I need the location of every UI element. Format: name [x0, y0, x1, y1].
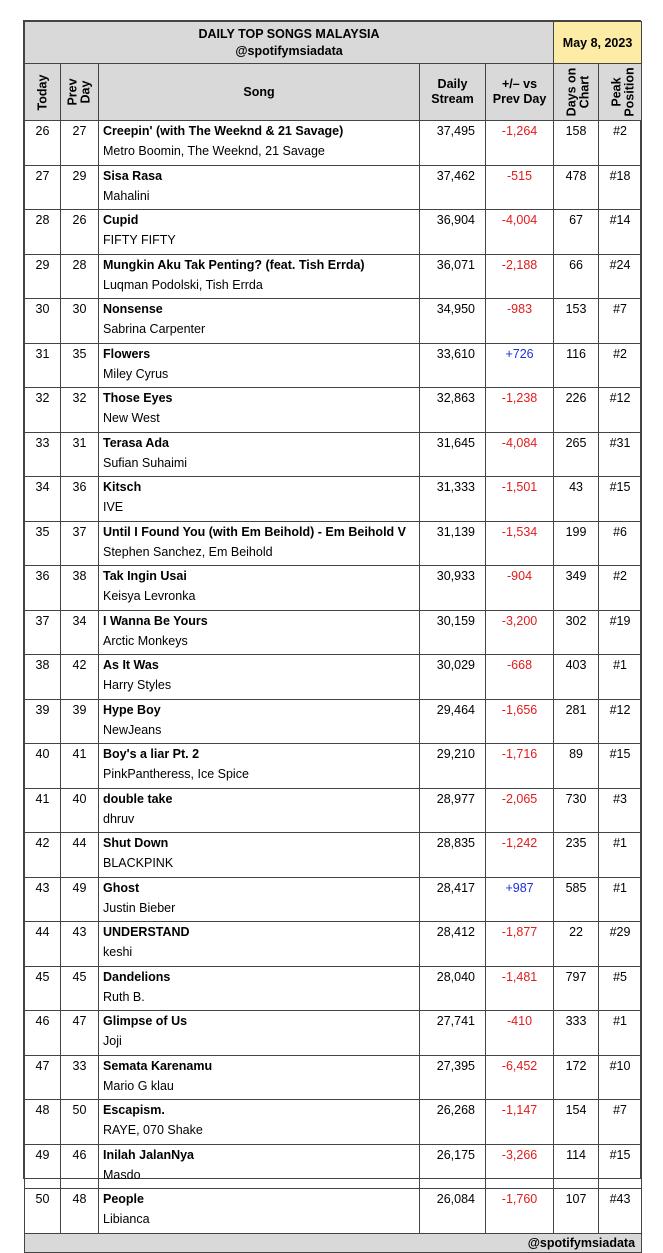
days-on-chart: 302 — [554, 610, 599, 655]
song-title: People — [103, 1192, 144, 1206]
song-artist: dhruv — [103, 811, 135, 826]
song-cell — [99, 922, 420, 967]
peak-position: #15 — [599, 744, 642, 789]
song-cell — [99, 165, 420, 210]
rank-today: 45 — [25, 966, 61, 1011]
daily-stream: 29,210 — [420, 744, 486, 789]
stream-change: +987 — [486, 877, 554, 922]
rank-prev-day: 46 — [61, 1144, 99, 1189]
song-cell — [99, 388, 420, 433]
song-artist: RAYE, 070 Shake — [103, 1123, 203, 1137]
col-song-header: Song — [99, 64, 420, 121]
daily-stream: 28,040 — [420, 966, 486, 1011]
song-title: I Wanna Be Yours — [103, 613, 208, 628]
song-title: Ghost — [103, 880, 140, 895]
rank-prev-day: 42 — [61, 655, 99, 700]
song-artist: Justin Bieber — [103, 900, 176, 915]
rank-today: 27 — [25, 165, 61, 210]
song-title: Inilah JalanNya — [103, 1147, 195, 1162]
rank-today: 47 — [25, 1055, 61, 1100]
rank-today: 50 — [25, 1189, 61, 1234]
song-cell — [99, 521, 420, 566]
song-artist: Masdo — [103, 1167, 141, 1182]
stream-change: -1,716 — [486, 744, 554, 789]
rank-today: 41 — [25, 788, 61, 833]
peak-position: #7 — [599, 1100, 642, 1145]
rank-today: 30 — [25, 299, 61, 344]
table-row — [25, 699, 642, 744]
daily-stream: 31,139 — [420, 521, 486, 566]
peak-position: #6 — [599, 521, 642, 566]
rank-today: 46 — [25, 1011, 61, 1056]
peak-position: #19 — [599, 610, 642, 655]
days-on-chart: 281 — [554, 699, 599, 744]
daily-stream: 30,159 — [420, 610, 486, 655]
title-block — [25, 22, 554, 64]
daily-stream: 33,610 — [420, 343, 486, 388]
table-row — [25, 744, 642, 789]
stream-change: -1,534 — [486, 521, 554, 566]
rank-prev-day: 43 — [61, 922, 99, 967]
peak-position: #1 — [599, 833, 642, 878]
days-on-chart: 478 — [554, 165, 599, 210]
daily-stream: 28,412 — [420, 922, 486, 967]
table-row — [25, 432, 642, 477]
rank-today: 42 — [25, 833, 61, 878]
song-title: Hype Boy — [103, 702, 161, 717]
song-title: Until I Found You (with Em Beihold) - Em Beihold V — [103, 524, 406, 539]
rank-prev-day: 50 — [61, 1100, 99, 1145]
rank-prev-day: 36 — [61, 477, 99, 522]
days-on-chart: 66 — [554, 254, 599, 299]
song-cell — [99, 477, 420, 522]
song-title: Sisa Rasa — [103, 168, 163, 183]
peak-position: #31 — [599, 432, 642, 477]
song-cell — [99, 699, 420, 744]
rank-prev-day: 45 — [61, 966, 99, 1011]
song-artist: BLACKPINK — [103, 856, 174, 870]
daily-stream: 26,084 — [420, 1189, 486, 1234]
daily-stream: 28,835 — [420, 833, 486, 878]
daily-stream: 31,645 — [420, 432, 486, 477]
song-title: double take — [103, 791, 173, 806]
song-artist: PinkPantheress, Ice Spice — [103, 767, 249, 781]
song-artist: IVE — [103, 500, 124, 514]
days-on-chart: 265 — [554, 432, 599, 477]
stream-change: -1,264 — [486, 121, 554, 166]
daily-stream: 37,462 — [420, 165, 486, 210]
peak-position: #3 — [599, 788, 642, 833]
chart-table — [24, 21, 642, 1253]
footer-handle: @spotifymsiadata — [25, 1233, 642, 1252]
stream-change: -1,238 — [486, 388, 554, 433]
song-artist: Ruth B. — [103, 989, 145, 1004]
days-on-chart: 153 — [554, 299, 599, 344]
days-on-chart: 116 — [554, 343, 599, 388]
days-on-chart: 22 — [554, 922, 599, 967]
footer-row — [25, 1233, 642, 1252]
stream-change: -1,501 — [486, 477, 554, 522]
table-row — [25, 566, 642, 611]
song-cell — [99, 877, 420, 922]
song-cell — [99, 1144, 420, 1189]
rank-today: 32 — [25, 388, 61, 433]
peak-position: #24 — [599, 254, 642, 299]
days-on-chart: 333 — [554, 1011, 599, 1056]
rank-prev-day: 32 — [61, 388, 99, 433]
stream-change: -1,760 — [486, 1189, 554, 1234]
days-on-chart: 349 — [554, 566, 599, 611]
rank-today: 28 — [25, 210, 61, 255]
peak-position: #43 — [599, 1189, 642, 1234]
song-title: Creepin' (with The Weeknd & 21 Savage) — [103, 124, 344, 138]
song-artist: NewJeans — [103, 722, 162, 737]
peak-position: #15 — [599, 477, 642, 522]
rank-today: 33 — [25, 432, 61, 477]
daily-stream: 26,268 — [420, 1100, 486, 1145]
peak-position: #2 — [599, 121, 642, 166]
table-row — [25, 877, 642, 922]
rank-prev-day: 41 — [61, 744, 99, 789]
song-artist: Mario G klau — [103, 1078, 174, 1093]
peak-position: #1 — [599, 1011, 642, 1056]
days-on-chart: 67 — [554, 210, 599, 255]
daily-stream: 30,029 — [420, 655, 486, 700]
table-row — [25, 254, 642, 299]
daily-stream: 27,395 — [420, 1055, 486, 1100]
song-artist: Sabrina Carpenter — [103, 322, 206, 336]
rank-prev-day: 47 — [61, 1011, 99, 1056]
song-title: Those Eyes — [103, 391, 173, 405]
days-on-chart: 730 — [554, 788, 599, 833]
days-on-chart: 199 — [554, 521, 599, 566]
song-artist: FIFTY FIFTY — [103, 233, 176, 247]
chart-sheet — [23, 20, 641, 1250]
days-on-chart: 403 — [554, 655, 599, 700]
song-title: Tak Ingin Usai — [103, 569, 187, 583]
days-on-chart: 226 — [554, 388, 599, 433]
table-row — [25, 1189, 642, 1234]
song-title: Dandelions — [103, 969, 171, 984]
peak-position: #1 — [599, 877, 642, 922]
table-row — [25, 1055, 642, 1100]
table-row — [25, 121, 642, 166]
song-cell — [99, 833, 420, 878]
rank-today: 36 — [25, 566, 61, 611]
table-row — [25, 788, 642, 833]
days-on-chart: 585 — [554, 877, 599, 922]
rank-prev-day: 38 — [61, 566, 99, 611]
table-row — [25, 165, 642, 210]
peak-position: #14 — [599, 210, 642, 255]
peak-position: #15 — [599, 1144, 642, 1189]
stream-change: -4,084 — [486, 432, 554, 477]
song-cell — [99, 1011, 420, 1056]
chart-handle: @spotifymsiadata — [235, 43, 343, 58]
table-row — [25, 833, 642, 878]
peak-position: #10 — [599, 1055, 642, 1100]
song-cell — [99, 655, 420, 700]
rank-prev-day: 29 — [61, 165, 99, 210]
stream-change: -668 — [486, 655, 554, 700]
song-artist: Mahalini — [103, 188, 150, 203]
stream-change: -6,452 — [486, 1055, 554, 1100]
table-row — [25, 610, 642, 655]
peak-position: #7 — [599, 299, 642, 344]
song-title: Flowers — [103, 346, 151, 361]
song-artist: Stephen Sanchez, Em Beihold — [103, 544, 273, 559]
days-on-chart: 235 — [554, 833, 599, 878]
daily-stream: 32,863 — [420, 388, 486, 433]
rank-today: 48 — [25, 1100, 61, 1145]
song-title: Terasa Ada — [103, 435, 170, 450]
title-row — [25, 22, 642, 64]
daily-stream: 29,464 — [420, 699, 486, 744]
days-on-chart: 154 — [554, 1100, 599, 1145]
song-cell — [99, 1055, 420, 1100]
song-title: As It Was — [103, 658, 159, 672]
rank-today: 40 — [25, 744, 61, 789]
song-artist: Joji — [103, 1034, 122, 1048]
rank-today: 38 — [25, 655, 61, 700]
days-on-chart: 89 — [554, 744, 599, 789]
song-cell — [99, 1189, 420, 1234]
rank-today: 37 — [25, 610, 61, 655]
days-on-chart: 158 — [554, 121, 599, 166]
col-peak-position-header: Peak Position — [599, 64, 642, 121]
song-title: Semata Karenamu — [103, 1058, 213, 1073]
song-artist: Harry Styles — [103, 678, 172, 692]
rank-today: 39 — [25, 699, 61, 744]
peak-position: #18 — [599, 165, 642, 210]
daily-stream: 31,333 — [420, 477, 486, 522]
days-on-chart: 107 — [554, 1189, 599, 1234]
song-artist: keshi — [103, 945, 133, 959]
daily-stream: 30,933 — [420, 566, 486, 611]
rank-prev-day: 33 — [61, 1055, 99, 1100]
daily-stream: 26,175 — [420, 1144, 486, 1189]
stream-change: -983 — [486, 299, 554, 344]
rank-today: 31 — [25, 343, 61, 388]
song-artist: Metro Boomin, The Weeknd, 21 Savage — [103, 144, 325, 158]
song-cell — [99, 432, 420, 477]
song-cell — [99, 210, 420, 255]
table-row — [25, 477, 642, 522]
song-cell — [99, 343, 420, 388]
rank-prev-day: 26 — [61, 210, 99, 255]
stream-change: -2,188 — [486, 254, 554, 299]
rank-prev-day: 31 — [61, 432, 99, 477]
col-daily-stream-header: Daily Stream — [420, 64, 486, 121]
stream-change: -1,481 — [486, 966, 554, 1011]
peak-position: #29 — [599, 922, 642, 967]
rank-prev-day: 37 — [61, 521, 99, 566]
col-days-on-chart-header: Days on Chart — [554, 64, 599, 121]
song-title: Kitsch — [103, 480, 142, 494]
table-row — [25, 966, 642, 1011]
song-cell — [99, 744, 420, 789]
song-cell — [99, 254, 420, 299]
days-on-chart: 43 — [554, 477, 599, 522]
table-row — [25, 299, 642, 344]
daily-stream: 36,904 — [420, 210, 486, 255]
peak-position: #2 — [599, 566, 642, 611]
song-artist: Luqman Podolski, Tish Errda — [103, 277, 263, 292]
daily-stream: 28,977 — [420, 788, 486, 833]
stream-change: -1,877 — [486, 922, 554, 967]
song-cell — [99, 610, 420, 655]
stream-change: -1,242 — [486, 833, 554, 878]
rank-today: 44 — [25, 922, 61, 967]
stream-change: -3,266 — [486, 1144, 554, 1189]
table-row — [25, 1144, 642, 1189]
song-artist: Sufian Suhaimi — [103, 455, 188, 470]
stream-change: -4,004 — [486, 210, 554, 255]
table-row — [25, 1011, 642, 1056]
table-row — [25, 210, 642, 255]
song-title: Boy's a liar Pt. 2 — [103, 747, 200, 761]
peak-position: #2 — [599, 343, 642, 388]
song-artist: New West — [103, 411, 160, 425]
peak-position: #5 — [599, 966, 642, 1011]
song-cell — [99, 966, 420, 1011]
stream-change: -1,656 — [486, 699, 554, 744]
rank-prev-day: 34 — [61, 610, 99, 655]
song-artist: Keisya Levronka — [103, 589, 196, 603]
stream-change: -515 — [486, 165, 554, 210]
song-artist: Arctic Monkeys — [103, 633, 188, 648]
song-title: UNDERSTAND — [103, 925, 190, 939]
rank-today: 26 — [25, 121, 61, 166]
chart-date: May 8, 2023 — [554, 22, 642, 64]
daily-stream: 37,495 — [420, 121, 486, 166]
stream-change: -1,147 — [486, 1100, 554, 1145]
stream-change: -904 — [486, 566, 554, 611]
rank-prev-day: 30 — [61, 299, 99, 344]
song-cell — [99, 299, 420, 344]
rank-prev-day: 40 — [61, 788, 99, 833]
chart-title: DAILY TOP SONGS MALAYSIA — [198, 26, 380, 41]
song-title: Nonsense — [103, 302, 163, 316]
song-cell — [99, 121, 420, 166]
song-title: Shut Down — [103, 836, 169, 850]
rank-today: 29 — [25, 254, 61, 299]
song-cell — [99, 788, 420, 833]
table-row — [25, 343, 642, 388]
days-on-chart: 172 — [554, 1055, 599, 1100]
rank-prev-day: 27 — [61, 121, 99, 166]
rank-today: 34 — [25, 477, 61, 522]
rank-prev-day: 49 — [61, 877, 99, 922]
song-title: Escapism. — [103, 1103, 165, 1117]
stream-change: -2,065 — [486, 788, 554, 833]
song-title: Glimpse of Us — [103, 1014, 188, 1028]
table-row — [25, 1100, 642, 1145]
col-today-header: Today — [25, 64, 61, 121]
days-on-chart: 114 — [554, 1144, 599, 1189]
table-row — [25, 521, 642, 566]
col-change-header: +/– vs Prev Day — [486, 64, 554, 121]
daily-stream: 27,741 — [420, 1011, 486, 1056]
stream-change: -410 — [486, 1011, 554, 1056]
rank-prev-day: 39 — [61, 699, 99, 744]
song-artist: Libianca — [103, 1212, 150, 1226]
song-artist: Miley Cyrus — [103, 366, 169, 381]
table-row — [25, 655, 642, 700]
rank-today: 49 — [25, 1144, 61, 1189]
rank-prev-day: 48 — [61, 1189, 99, 1234]
song-title: Mungkin Aku Tak Penting? (feat. Tish Errda) — [103, 257, 365, 272]
table-row — [25, 388, 642, 433]
song-cell — [99, 1100, 420, 1145]
peak-position: #1 — [599, 655, 642, 700]
stream-change: +726 — [486, 343, 554, 388]
col-prev-day-header: Prev Day — [61, 64, 99, 121]
days-on-chart: 797 — [554, 966, 599, 1011]
rank-today: 43 — [25, 877, 61, 922]
daily-stream: 28,417 — [420, 877, 486, 922]
peak-position: #12 — [599, 388, 642, 433]
table-row — [25, 922, 642, 967]
rank-today: 35 — [25, 521, 61, 566]
rank-prev-day: 28 — [61, 254, 99, 299]
rank-prev-day: 44 — [61, 833, 99, 878]
song-cell — [99, 566, 420, 611]
daily-stream: 36,071 — [420, 254, 486, 299]
stream-change: -3,200 — [486, 610, 554, 655]
peak-position: #12 — [599, 699, 642, 744]
rank-prev-day: 35 — [61, 343, 99, 388]
song-title: Cupid — [103, 213, 139, 227]
daily-stream: 34,950 — [420, 299, 486, 344]
column-header-row — [25, 64, 642, 121]
